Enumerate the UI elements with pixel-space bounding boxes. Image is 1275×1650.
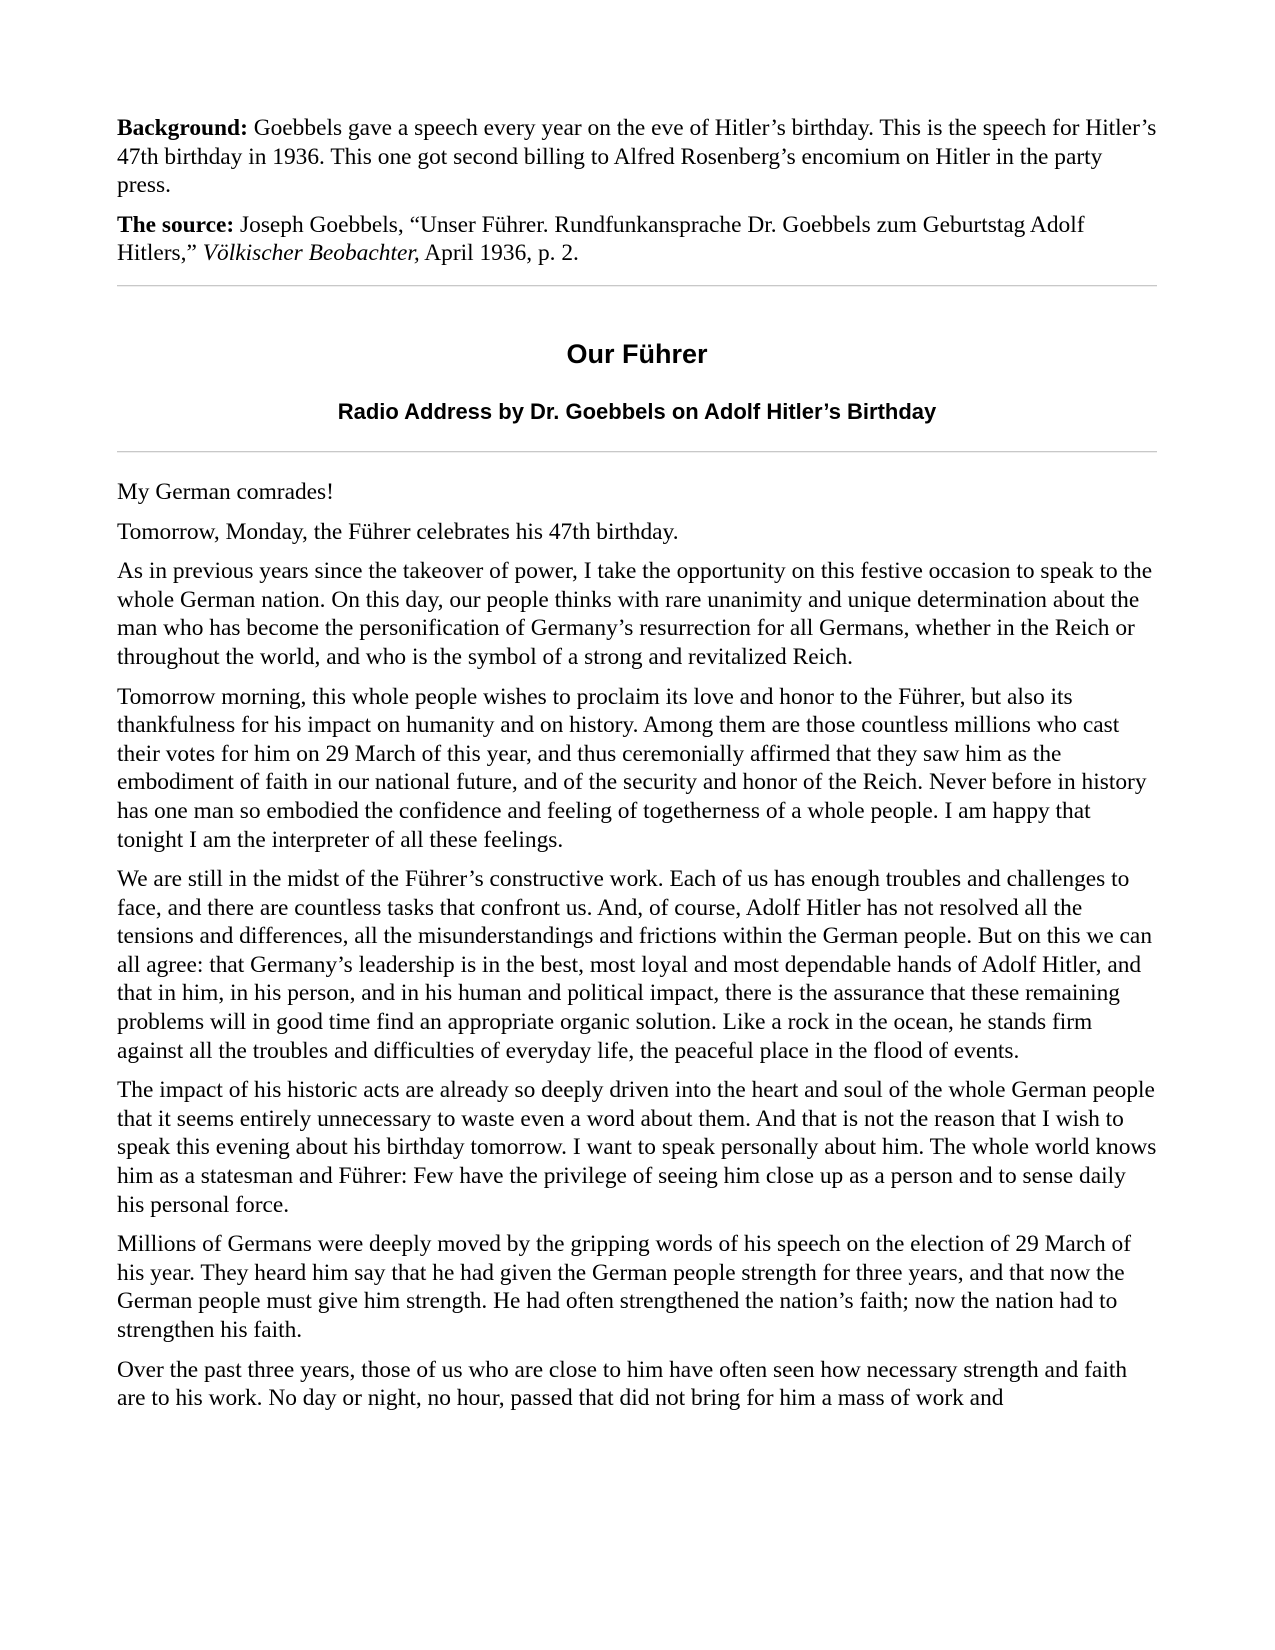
source-label: The source:	[117, 211, 235, 238]
source-paragraph	[117, 211, 1157, 268]
source-text-before: Joseph Goebbels, “Unser Führer. Rundfunkansprache Dr. Goebbels zum Geburtstag Adolf Hitlers,”	[117, 211, 1085, 267]
page-subtitle: Radio Address by Dr. Goebbels on Adolf Hitler’s Birthday	[337, 398, 937, 424]
speech-paragraph: Millions of Germans were deeply moved by the gripping words of his speech on the election of 29 March of his year. They heard him say that he had given the German people strength for three years, and that now the German people must give him strength. He had often strengthened the nation’s faith; now the nation had to strengthen his faith.	[117, 1231, 1131, 1343]
background-paragraph	[117, 114, 1157, 200]
background-text: Goebbels gave a speech every year on the eve of Hitler’s birthday. This is the speech for Hitler’s 47th birthday in 1936. This one got second billing to Alfred Rosenberg’s encomium on Hitler in the party press.	[117, 115, 1157, 199]
divider-after-heading	[117, 451, 1157, 453]
speech-paragraph: As in previous years since the takeover of power, I take the opportunity on this festive occasion to speak to the whole German nation. On this day, our people thinks with rare unanimity and unique determination about the man who has become the personification of Germany’s resurrection for all Germans, whether in the Reich or throughout the world, and who is the symbol of a strong and revitalized Reich.	[117, 558, 1153, 670]
page-title: Our Führer	[566, 338, 708, 369]
speech-paragraph: We are still in the midst of the Führer’s constructive work. Each of us has enough troubles and challenges to face, and there are countless tasks that confront us. And, of course, Adolf Hitler has not resolved all the tensions and differences, all the misunderstandings and frictions within the German people. But on this we can all agree: that Germany’s leadership is in the best, most loyal and most dependable hands of Adolf Hitler, and that in him, in his person, and in his human and political impact, there is the assurance that these remaining problems will in good time find an appropriate organic solution. Like a rock in the ocean, he stands firm against all the troubles and difficulties of everyday life, the peaceful place in the flood of events.	[117, 866, 1153, 1064]
speech-paragraph: Over the past three years, those of us who are close to him have often seen how necessary strength and faith are to his work. No day or night, no hour, passed that did not bring for him a mass of work and	[117, 1356, 1128, 1412]
speech-paragraph: Tomorrow, Monday, the Führer celebrates his 47th birthday.	[117, 518, 679, 545]
speech-paragraph: Tomorrow morning, this whole people wishes to proclaim its love and honor to the Führer, but also its thankfulness for his impact on humanity and on history. Among them are those countless millions who cast their votes for him on 29 March of this year, and thus ceremonially affirmed that they saw him as the embodiment of faith in our national future, and of the security and honor of the Reich. Never before in history has one man so embodied the confidence and feeling of togetherness of a whole people. I am happy that tonight I am the interpreter of all these feelings.	[117, 683, 1147, 853]
source-publication: Völkischer Beobachter,	[202, 240, 420, 267]
intro-section	[117, 114, 1157, 268]
source-text-after: April 1936, p. 2.	[419, 240, 579, 267]
speech-paragraph: The impact of his historic acts are already so deeply driven into the heart and soul of the whole German people that it seems entirely unnecessary to waste even a word about them. And that is not the reason that I wish to speak this evening about his birthday tomorrow. I want to speak personally about him. The whole world knows him as a statesman and Führer: Few have the privilege of seeing him close up as a person and to sense daily his personal force.	[117, 1077, 1157, 1218]
document-page	[117, 114, 1157, 1424]
speech-paragraph: My German comrades!	[117, 478, 334, 505]
divider-top	[117, 285, 1157, 287]
speech-body	[117, 478, 1157, 1413]
background-label: Background:	[117, 115, 248, 141]
